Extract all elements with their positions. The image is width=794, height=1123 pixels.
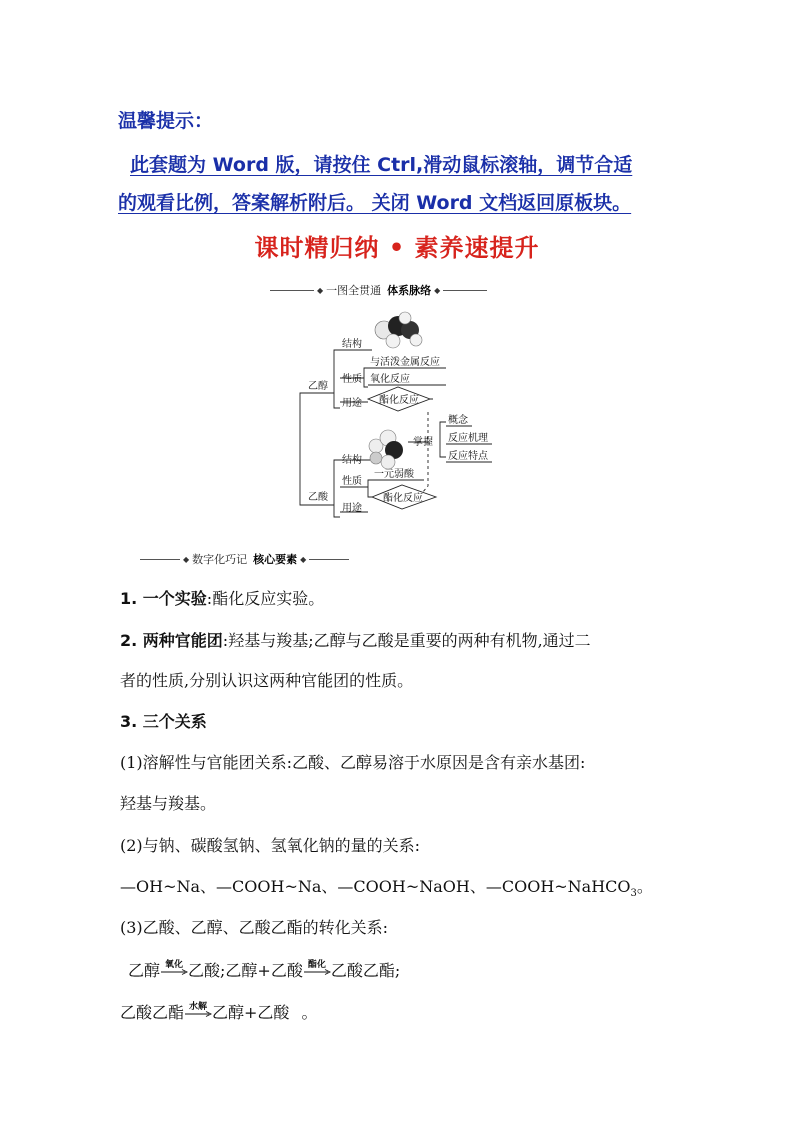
arrow-label: 酯化 bbox=[307, 960, 326, 970]
label-ethanol-structure: 结构 bbox=[342, 339, 362, 350]
label-mechanism: 反应机理 bbox=[448, 433, 488, 444]
conv-ethanol: 乙醇 bbox=[128, 961, 161, 980]
label-acid-property: 性质 bbox=[342, 476, 362, 487]
item-one-experiment bbox=[120, 589, 680, 609]
label-ethanol-use: 用途 bbox=[342, 398, 362, 409]
formula-end: 。 bbox=[636, 877, 653, 896]
acid-bracket bbox=[334, 460, 340, 517]
tip-line-2: 的观看比例，答案解析附后。 关闭 Word 文档返回原板块。 bbox=[118, 192, 632, 214]
label-ethanol-property: 性质 bbox=[342, 374, 362, 385]
tip-body bbox=[118, 146, 683, 222]
conv-semicolon: ; bbox=[394, 961, 401, 980]
acetic-acid-molecule-icon bbox=[369, 430, 403, 469]
conversion-line-2 bbox=[120, 1003, 680, 1023]
arrow-right-icon bbox=[303, 969, 331, 975]
section-small-label: 一图全贯通 bbox=[326, 284, 382, 297]
header-rule-left bbox=[140, 559, 180, 560]
item-two-groups bbox=[120, 631, 680, 651]
section-big-label: 核心要素 bbox=[253, 553, 298, 566]
property-bracket bbox=[364, 368, 368, 387]
tip-line-1: 此套题为 Word 版，请按住 Ctrl,滑动鼠标滚轴，调节合适 bbox=[130, 154, 633, 176]
diamond-icon: ◆ bbox=[434, 285, 441, 295]
arrow-right-icon bbox=[184, 1011, 212, 1017]
diamond-icon: ◆ bbox=[317, 285, 324, 295]
conversion-line-1 bbox=[128, 961, 688, 981]
item-text: :酯化反应实验。 bbox=[206, 589, 325, 608]
item-label: 1. 一个实验 bbox=[120, 589, 207, 608]
relation-1-line-2: 羟基与羧基。 bbox=[120, 794, 217, 813]
header-rule-left bbox=[270, 290, 314, 291]
relation-3-line-1: (3)乙酸、乙醇、乙酸乙酯的转化关系: bbox=[120, 918, 389, 937]
item-label: 3. 三个关系 bbox=[120, 712, 207, 731]
label-master: 掌握 bbox=[413, 437, 433, 448]
conv-ester: 乙酸乙酯 bbox=[120, 1003, 185, 1022]
formula-subscript: 3 bbox=[630, 888, 637, 900]
esterification-arrow bbox=[303, 961, 331, 981]
header-rule-right bbox=[443, 290, 487, 291]
ethanol-bracket bbox=[334, 350, 340, 408]
conv-ester: 乙酸乙酯 bbox=[330, 961, 395, 980]
label-acid-structure: 结构 bbox=[342, 455, 362, 466]
item-text: :羟基与羧基;乙醇与乙酸是重要的两种有机物,通过二 bbox=[222, 631, 591, 650]
mind-map-diagram bbox=[0, 300, 794, 540]
label-esterification-1: 酯化反应 bbox=[379, 395, 419, 406]
relation-2-line-1: (2)与钠、碳酸氢钠、氢氧化钠的量的关系: bbox=[120, 836, 421, 855]
hydrolysis-arrow bbox=[184, 1003, 212, 1023]
label-concept: 概念 bbox=[448, 415, 468, 426]
label-weak-acid: 一元弱酸 bbox=[374, 469, 414, 480]
header-rule-right bbox=[309, 559, 349, 560]
label-acetic-acid: 乙酸 bbox=[308, 492, 328, 503]
section-big-label: 体系脉络 bbox=[387, 284, 432, 297]
formula-text: —OH~Na、—COOH~Na、—COOH~NaOH、—COOH~NaHCO bbox=[120, 877, 631, 896]
label-active-metal: 与活泼金属反应 bbox=[370, 357, 440, 368]
arrow-right-icon bbox=[160, 969, 188, 975]
item-label: 2. 两种官能团 bbox=[120, 631, 223, 650]
diamond-icon: ◆ bbox=[183, 554, 190, 564]
master-bracket bbox=[440, 422, 446, 457]
oxidation-arrow bbox=[160, 961, 188, 981]
arrow-label: 氧化 bbox=[165, 960, 184, 970]
relation-1-line-1: (1)溶解性与官能团关系:乙酸、乙醇易溶于水原因是含有亲水基团: bbox=[120, 753, 586, 772]
section-header-system bbox=[270, 282, 487, 298]
tip-title: 温馨提示： bbox=[118, 110, 214, 132]
relation-2-formula bbox=[120, 877, 680, 904]
label-oxidation: 氧化反应 bbox=[370, 374, 410, 385]
page-title: 课时精归纳 • 素养速提升 bbox=[254, 233, 540, 262]
root-bracket bbox=[300, 393, 330, 505]
label-esterification-2: 酯化反应 bbox=[383, 493, 423, 504]
label-acid-use: 用途 bbox=[342, 503, 362, 514]
conv-ethanol-plus-acid: ;乙醇+乙酸 bbox=[220, 961, 303, 980]
conv-products: 乙醇+乙酸 bbox=[212, 1003, 290, 1022]
arrow-label: 水解 bbox=[189, 1002, 208, 1012]
item-two-groups-cont: 者的性质,分别认识这两种官能团的性质。 bbox=[120, 671, 414, 690]
label-features: 反应特点 bbox=[448, 451, 488, 462]
ethanol-molecule-icon bbox=[375, 312, 422, 348]
acid-property-bracket bbox=[368, 480, 372, 497]
item-three-relations bbox=[120, 712, 680, 732]
conv-acid: 乙酸 bbox=[188, 961, 221, 980]
conv-end-mark: 。 bbox=[301, 1003, 318, 1022]
section-small-label: 数字化巧记 bbox=[192, 553, 248, 566]
section-header-core bbox=[140, 551, 349, 567]
label-ethanol: 乙醇 bbox=[308, 381, 328, 392]
diamond-icon: ◆ bbox=[300, 554, 307, 564]
